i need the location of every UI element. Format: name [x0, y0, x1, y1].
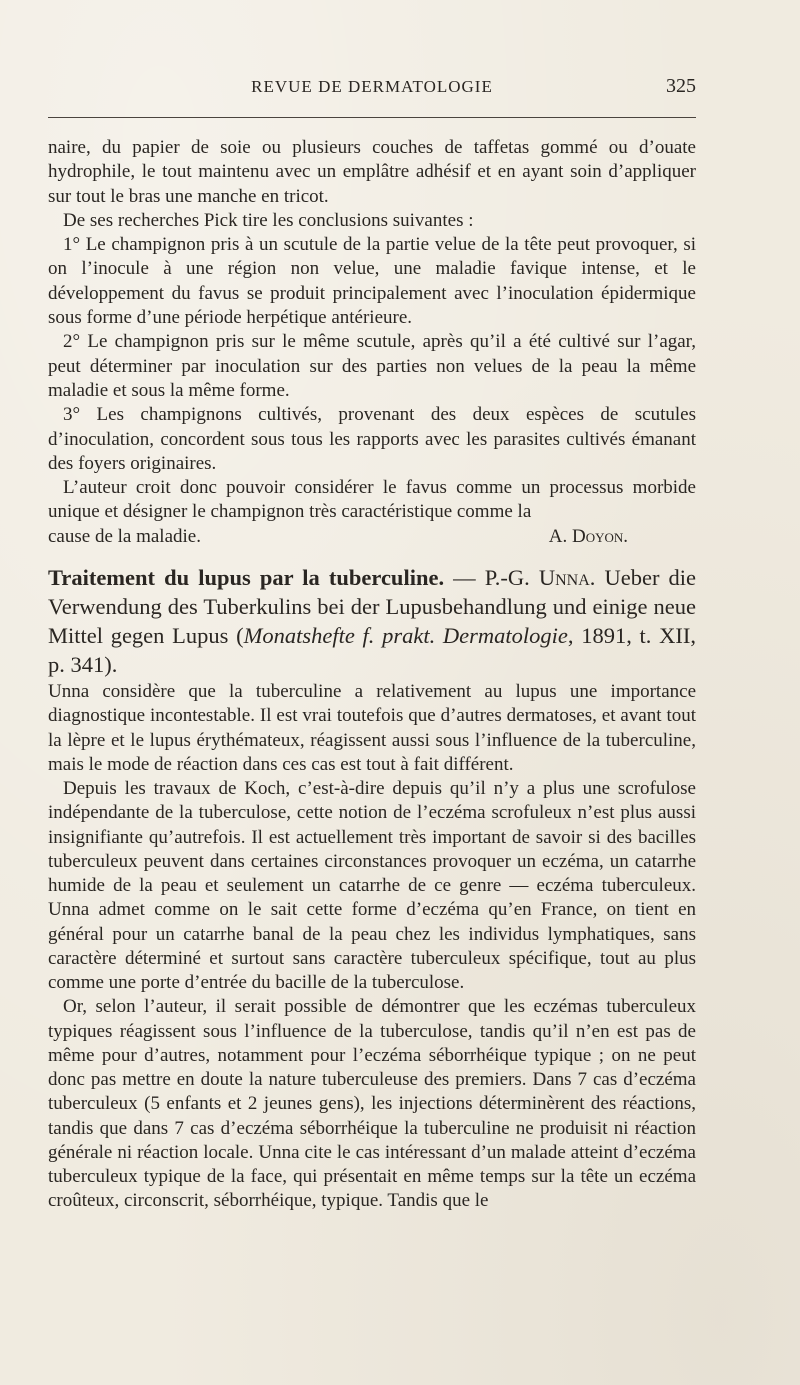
article-heading: Traitement du lupus par la tuberculine. — P.-G. Unna. Ueber die Verwendung des Tuberkulins bei der Lupusbehandlung und einige neue Mittel gegen Lupus (Monatshefte f. prakt. Dermatologie, 1891, t. XII, p. 341). — [48, 565, 697, 677]
page-number: 325 — [666, 75, 696, 97]
conclusion-1: 1° Le champignon pris à un scutule de la partie velue de la tête peut provoquer, si on l’inocule à une région non velue, une maladie favique intense, et le développement du favus se produit principalement avec l’inoculation épidermique sous forme d’une période herpétique antérieure. — [48, 234, 696, 329]
article-reference: . Ueber die Verwendung des Tuberkulins bei der Lupusbehandlung und einige neue Mittel gegen Lupus ( — [48, 565, 697, 648]
signature: A. Doyon. — [548, 525, 628, 547]
citation-details: , 1891, t. XII, p. 341). — [48, 623, 696, 677]
previous-article-end — [48, 136, 696, 549]
article-title: Traitement du lupus par la tuberculine. — [48, 565, 445, 590]
journal-name: Monatshefte f. prakt. Dermatologie — [243, 623, 568, 648]
header-rule — [48, 117, 696, 118]
paragraph: De ses recherches Pick tire les conclusions suivantes : — [63, 209, 474, 231]
closing-line — [48, 525, 696, 549]
paragraph: naire, du papier de soie ou plusieurs couches de taffetas gommé ou d’ouate hydrophile, le tout maintenu avec un emplâtre adhésif et en ayant soin d’appliquer sur tout le bras une manche en tricot. — [48, 137, 696, 207]
paragraph-end: cause de la maladie. — [48, 525, 201, 547]
article-body — [48, 680, 696, 1214]
article-author: Unna — [538, 565, 590, 590]
paragraph: Unna considère que la tuberculine a relativement au lupus une importance diagnostique incontestable. Il est vrai toutefois que d’autres dermatoses, et avant tout la lèpre et le lupus érythémateux, réagissent aussi sous l’influence de la tuberculine, mais le mode de réaction dans ces cas est tout à fait différent. — [48, 681, 696, 775]
running-header — [48, 75, 696, 103]
paragraph: Depuis les travaux de Koch, c’est-à-dire depuis qu’il n’y a plus une scrofulose indépendante de la tuberculose, cette notion de l’eczéma scrofuleux n’est plus aussi insignifiante qu’autrefois. Il est actuellement très important de savoir si des bacilles tuberculeux peuvent dans certaines circonstances provoquer un eczéma, un catarrhe humide de la peau et seulement un catarrhe de ce genre — eczéma tuberculeux. Unna admet comme on le sait cette forme d’eczéma qu’en France, on tient en général pour un catarrhe banal de la peau chez les individus lymphatiques, sans caractère déterminé et surtout sans caractère tuberculeux spécifique, tout au plus comme une porte d’entrée du bacille de la tuberculose. — [48, 778, 696, 993]
paragraph: L’auteur croit donc pouvoir considérer le favus comme un processus morbide unique et désigner le champignon très caractéristique comme la — [48, 477, 696, 523]
conclusion-3: 3° Les champignons cultivés, provenant des deux espèces de scutules d’inoculation, concordent sous tous les rapports avec les parasites cultivés émanant des foyers originaires. — [48, 404, 696, 474]
running-title: REVUE DE DERMATOLOGIE — [251, 77, 493, 96]
paragraph: Or, selon l’auteur, il serait possible de démontrer que les eczémas tuberculeux typiques réagissent sous l’influence de la tuberculose, tandis qu’il n’en est pas de même pour d’autres, notamment pour l’eczéma séborrhéique typique ; on ne peut donc pas mettre en doute la nature tuberculeuse des premiers. Dans 7 cas d’eczéma tuberculeux (5 enfants et 2 jeunes gens), les injections déterminèrent des réactions, tandis que dans 7 cas d’eczéma séborrhéique la tuberculine ne produisit ni réaction générale ni réaction locale. Unna cite le cas intéressant d’un malade atteint d’eczéma tuberculeux typique de la face, qui présentait en même temps sur la tête un eczéma croûteux, circonscrit, séborrhéique, typique. Tandis que le — [48, 996, 696, 1212]
conclusion-2: 2° Le champignon pris sur le même scutule, après qu’il a été cultivé sur l’agar, peut déterminer par inoculation sur des parties non velues de la peau la même maladie et sous la même forme. — [48, 331, 696, 401]
